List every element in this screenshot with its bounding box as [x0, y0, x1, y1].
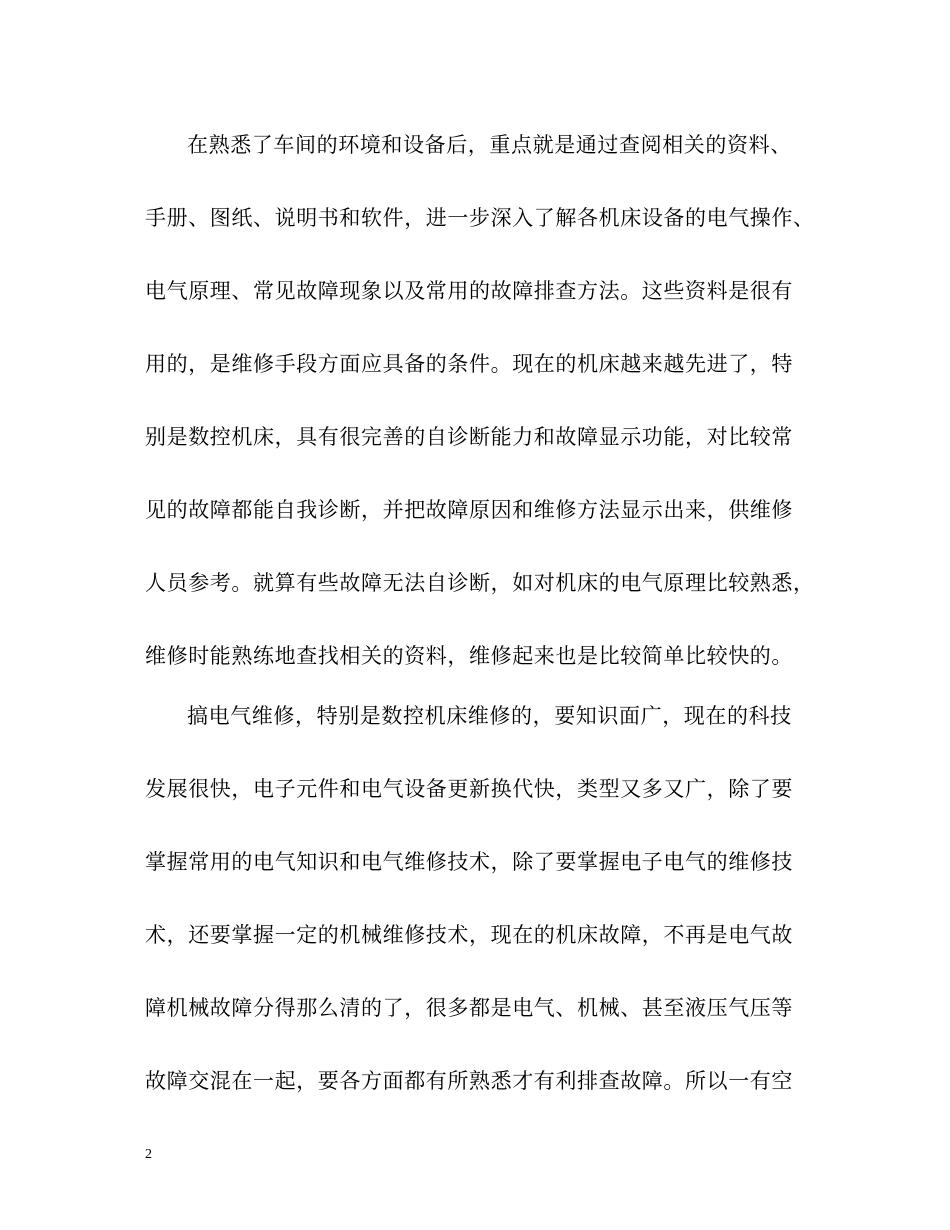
text-line: 别是数控机床，具有很完善的自诊断能力和故障显示功能，对比较常 [145, 425, 793, 449]
page-number: 2 [145, 1147, 152, 1162]
text-line: 术，还要掌握一定的机械维修技术，现在的机床故障，不再是电气故 [145, 923, 793, 947]
text-line: 人员参考。就算有些故障无法自诊断，如对机床的电气原理比较熟悉， [145, 571, 815, 595]
text-line: 掌握常用的电气知识和电气维修技术，除了要掌握电子电气的维修技 [145, 850, 793, 874]
text-line: 手册、图纸、说明书和软件，进一步深入了解各机床设备的电气操作、 [145, 206, 815, 230]
text-line: 用的，是维修手段方面应具备的条件。现在的机床越来越先进了，特 [145, 352, 793, 376]
text-line: 搞电气维修，特别是数控机床维修的，要知识面广，现在的科技 [187, 704, 792, 728]
text-line: 在熟悉了车间的环境和设备后，重点就是通过查阅相关的资料、 [187, 133, 792, 157]
text-line: 见的故障都能自我诊断，并把故障原因和维修方法显示出来，供维修 [145, 498, 793, 522]
text-line: 维修时能熟练地查找相关的资料，维修起来也是比较简单比较快的。 [145, 644, 793, 668]
text-line: 发展很快，电子元件和电气设备更新换代快，类型又多又广，除了要 [145, 777, 793, 801]
text-line: 电气原理、常见故障现象以及常用的故障排查方法。这些资料是很有 [145, 279, 793, 303]
text-line: 故障交混在一起，要各方面都有所熟悉才有利排查故障。所以一有空 [145, 1069, 793, 1093]
text-line: 障机械故障分得那么清的了，很多都是电气、机械、甚至液压气压等 [145, 996, 793, 1020]
